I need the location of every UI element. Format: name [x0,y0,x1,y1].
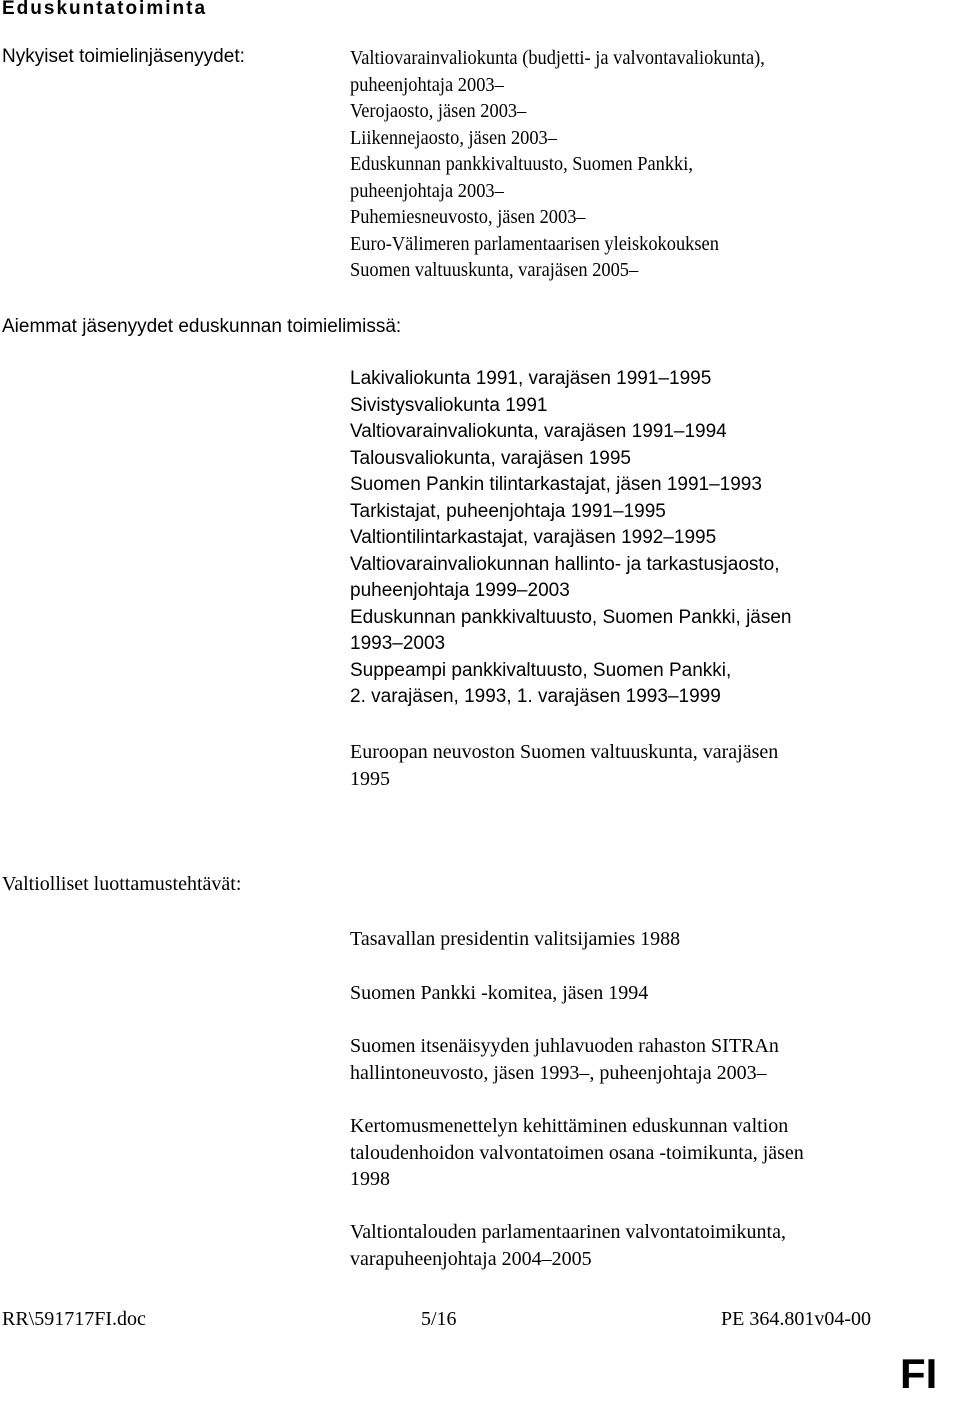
state-position-item [350,1219,786,1272]
list-item: 1995 [350,767,390,790]
state-position-item [350,980,648,1007]
footer-reference: PE 364.801v04-00 [721,1308,871,1330]
list-item: Sivistysvaliokunta 1991 [350,394,548,416]
list-item: hallintoneuvosto, jäsen 1993–, puheenjohtaja 2003– [350,1061,767,1084]
list-item: Valtiovarainvaliokunnan hallinto- ja tarkastusjaosto, [350,553,780,575]
list-item: Verojaosto, jäsen 2003– [350,100,527,122]
list-item: Liikennejaosto, jäsen 2003– [350,126,557,149]
list-item: puheenjohtaja 2003– [350,179,504,202]
section-title: Eduskuntatoiminta [2,0,208,19]
list-item: Valtiovarainvaliokunta, varajäsen 1991–1994 [350,421,727,442]
list-item: taloudenhoidon valvontatoimen osana -toimikunta, jäsen [350,1141,804,1164]
list-item: Suomen Pankin tilintarkastajat, jäsen 1991–1993 [350,474,762,495]
list-item: Tasavallan presidentin valitsijamies 1988 [350,928,681,950]
list-item: Suomen Pankki -komitea, jäsen 1994 [350,982,649,1004]
list-item: 1993–2003 [350,633,446,654]
footer-page-number: 5/16 [421,1308,457,1330]
list-item: Euroopan neuvoston Suomen valtuuskunta, varajäsen [350,741,779,763]
list-item: Valtiontalouden parlamentaarinen valvontatoimikunta, [350,1221,786,1243]
list-item: Tarkistajat, puheenjohtaja 1991–1995 [350,500,666,522]
list-item: Suppeampi pankkivaltuusto, Suomen Pankki, [350,659,732,681]
list-item: puheenjohtaja 2003– [350,73,504,96]
state-position-item [350,1113,804,1193]
footer-doc-name: RR\591717FI.doc [2,1308,146,1330]
state-position-item [350,1033,779,1086]
previous-memberships-list [350,366,792,711]
previous-memberships-extra [350,739,778,792]
language-code: FI [900,1350,938,1397]
list-item: varapuheenjohtaja 2004–2005 [350,1247,592,1270]
state-positions-label: Valtiolliset luottamustehtävät: [2,873,242,895]
list-item: Eduskunnan pankkivaltuusto, Suomen Pankki, jäsen [350,606,792,628]
current-memberships-label: Nykyiset toimielinjäsenyydet: [2,46,245,67]
list-item: Euro-Välimeren parlamentaarisen yleiskokouksen [350,232,719,255]
list-item: Kertomusmenettelyn kehittäminen eduskunnan valtion [350,1115,789,1137]
list-item: puheenjohtaja 1999–2003 [350,580,570,601]
list-item: Eduskunnan pankkivaltuusto, Suomen Pankki, [350,153,693,175]
previous-memberships-label: Aiemmat jäsenyydet eduskunnan toimielimissä: [2,316,402,337]
state-position-item [350,926,680,953]
list-item: Puhemiesneuvosto, jäsen 2003– [350,206,586,228]
list-item: 2. varajäsen, 1993, 1. varajäsen 1993–1999 [350,686,721,707]
current-memberships-list [350,45,765,284]
list-item: Talousvaliokunta, varajäsen 1995 [350,447,631,469]
list-item: Suomen valtuuskunta, varajäsen 2005– [350,259,639,281]
list-item: Lakivaliokunta 1991, varajäsen 1991–1995 [350,368,712,389]
list-item: 1998 [350,1168,390,1190]
list-item: Valtiontilintarkastajat, varajäsen 1992–1995 [350,527,717,548]
list-item: Suomen itsenäisyyden juhlavuoden rahaston SITRAn [350,1035,779,1057]
list-item: Valtiovarainvaliokunta (budjetti- ja valvontavaliokunta), [350,47,765,69]
